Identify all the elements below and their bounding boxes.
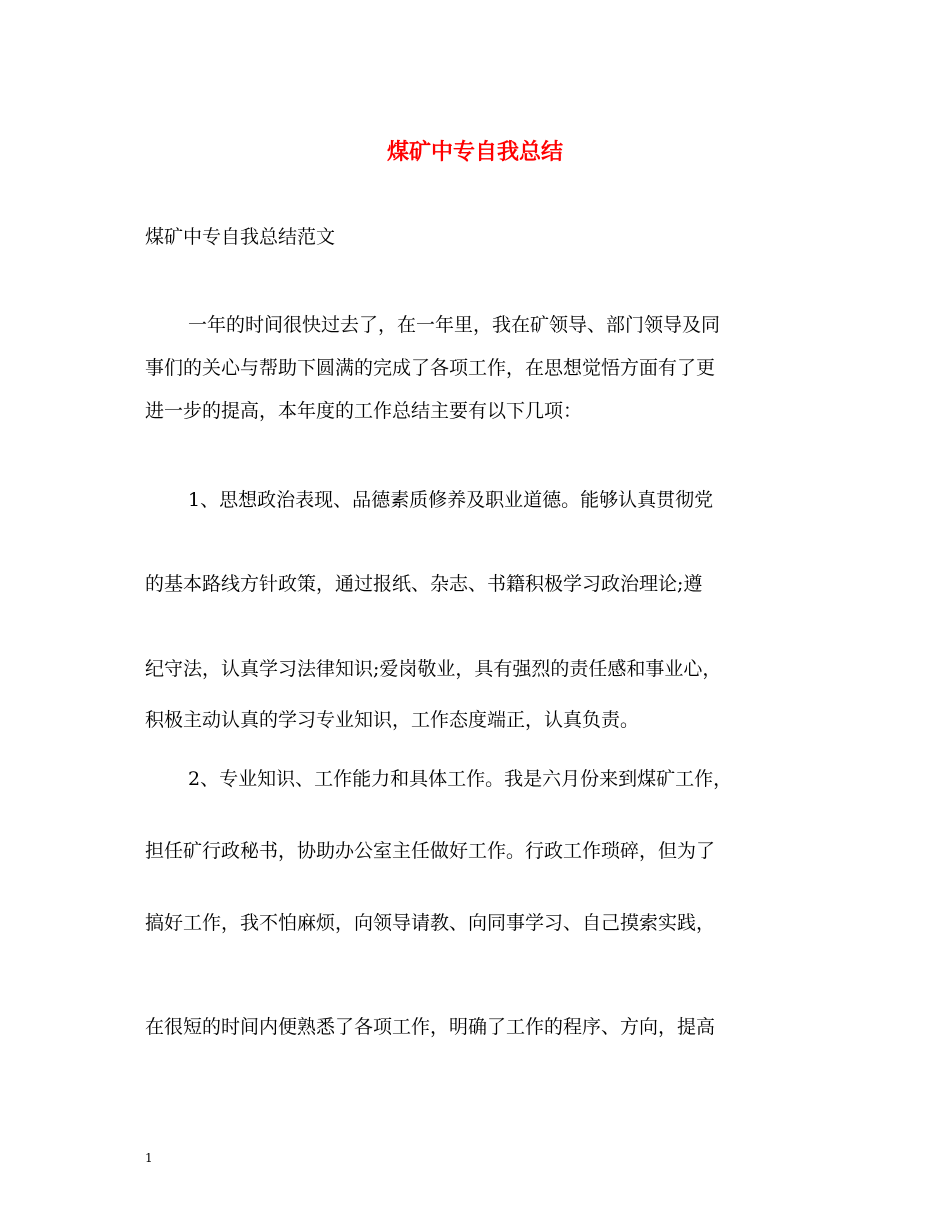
paragraph-2-line-1: 1、思想政治表现、品德素质修养及职业道德。能够认真贯彻党 <box>188 489 714 511</box>
document-title: 煤矿中专自我总结 <box>386 139 563 165</box>
paragraph-3-line-3: 搞好工作，我不怕麻烦，向领导请教、向同事学习、自己摸索实践， <box>145 912 716 934</box>
page-number: 1 <box>145 1151 153 1165</box>
paragraph-1-line-2: 事们的关心与帮助下圆满的完成了各项工作，在思想觉悟方面有了更 <box>145 357 716 379</box>
document-subtitle: 煤矿中专自我总结范文 <box>145 226 336 248</box>
paragraph-3-line-2: 担任矿行政秘书，协助办公室主任做好工作。行政工作琐碎，但为了 <box>145 840 716 862</box>
paragraph-1-line-3: 进一步的提高，本年度的工作总结主要有以下几项： <box>145 400 583 422</box>
paragraph-1-line-1: 一年的时间很快过去了，在一年里，我在矿领导、部门领导及同 <box>188 314 721 336</box>
paragraph-3-line-1: 2、专业知识、工作能力和具体工作。我是六月份来到煤矿工作， <box>188 768 733 790</box>
paragraph-3-line-4: 在很短的时间内便熟悉了各项工作，明确了工作的程序、方向，提高 <box>145 1016 716 1038</box>
paragraph-2-line-3: 纪守法，认真学习法律知识;爱岗敬业，具有强烈的责任感和事业心， <box>145 658 722 680</box>
paragraph-2-line-4: 积极主动认真的学习专业知识，工作态度端正，认真负责。 <box>145 709 640 731</box>
paragraph-2-line-2: 的基本路线方针政策，通过报纸、杂志、书籍积极学习政治理论;遵 <box>145 573 703 595</box>
